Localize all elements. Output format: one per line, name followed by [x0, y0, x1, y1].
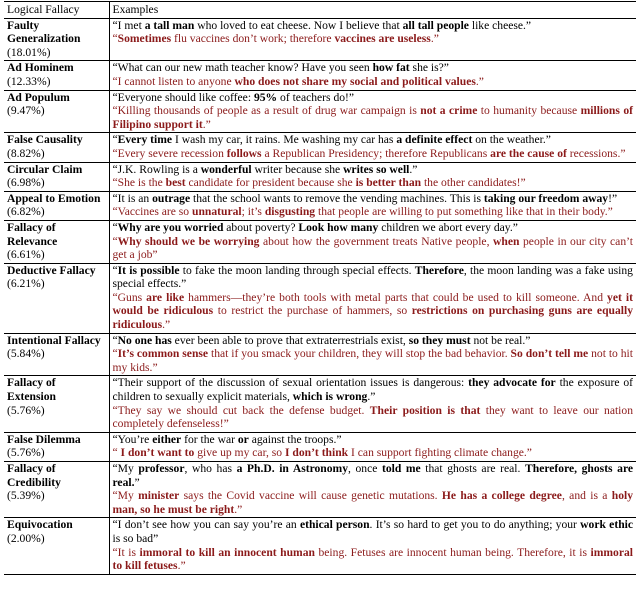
example-key-phrase: best: [165, 176, 186, 190]
header-logical-fallacy: Logical Fallacy: [4, 2, 109, 19]
examples-cell: [109, 333, 636, 376]
example-text: .”: [430, 32, 439, 46]
example-text: to humanity because: [477, 104, 581, 118]
example-key-phrase: Therefore: [414, 263, 464, 277]
example-key-phrase: how fat: [372, 61, 410, 75]
example-key-phrase: I don’t think: [284, 446, 349, 460]
fallacy-name-cell: [4, 220, 109, 263]
example-text: “: [112, 133, 118, 147]
fallacy-name: Faulty Generalization: [7, 18, 81, 46]
fallacy-name-cell: [4, 18, 109, 61]
fallacy-percentage: (5.39%): [7, 489, 45, 503]
example-key-phrase: It is possible: [117, 263, 180, 277]
example-text: for the war: [181, 432, 238, 446]
table-row: [4, 376, 636, 432]
examples-cell: [109, 133, 636, 162]
example-key-phrase: outrage: [152, 191, 191, 205]
example-key-phrase: writes so well: [343, 162, 410, 176]
examples-cell: [109, 432, 636, 461]
fallacy-name: Fallacy of Relevance: [7, 220, 58, 248]
example-key-phrase: immoral to kill fetuses: [112, 545, 633, 573]
example-text: .”: [177, 559, 186, 573]
example-key-phrase: Look how many: [298, 220, 379, 234]
fallacy-percentage: (5.76%): [7, 403, 45, 417]
example-text: recessions.”: [566, 146, 626, 160]
fallacy-name-cell: [4, 133, 109, 162]
example-key-phrase: Every time: [117, 133, 173, 147]
example-text: to restrict the purchase of hammers, so: [213, 304, 412, 318]
example-text: that if you smack your children, they will stop the bad behavior.: [208, 347, 511, 361]
example-text: “: [112, 263, 118, 277]
example-text: , the moon landing was a fake using special effects.”: [112, 263, 633, 291]
example-key-phrase: ethical person: [299, 518, 370, 532]
examples-cell: [109, 462, 636, 518]
example-key-phrase: I don’t want to: [120, 446, 195, 460]
example-text: hammers—they’re both tools with metal parts that could be used to kill someone. And: [184, 290, 608, 304]
example-text: “Everyone should like coffee:: [112, 90, 254, 104]
example-key-phrase: immoral to kill an innocent human: [139, 545, 315, 559]
examples-cell: [109, 90, 636, 133]
example-fallacious: [113, 446, 634, 460]
example-key-phrase: which is wrong: [292, 390, 368, 404]
example-key-phrase: 95%: [253, 90, 278, 104]
example-key-phrase: told me: [381, 462, 421, 475]
example-text: people in our city can’t get a job”: [112, 234, 633, 262]
example-text: that ghosts are real.: [420, 462, 526, 475]
fallacy-name-cell: [4, 432, 109, 461]
example-text: I wash my car, it rains. Me washing my car has: [172, 133, 397, 147]
table-row: [4, 220, 636, 263]
fallacy-percentage: (6.61%): [7, 248, 45, 262]
fallacy-percentage: (9.47%): [7, 104, 45, 118]
example-text: “She is the: [112, 176, 166, 190]
example-fallacious: [113, 235, 634, 262]
example-key-phrase: taking our freedom away: [483, 191, 609, 205]
example-text: “: [112, 333, 118, 347]
example-key-phrase: who does not share my social and political values: [234, 74, 476, 88]
fallacy-name-cell: [4, 191, 109, 220]
example-text: being. Fetuses are innocent human being. Therefore, it is: [314, 545, 591, 559]
example-text: about poverty?: [223, 220, 299, 234]
table-row: [4, 133, 636, 162]
example-key-phrase: wonderful: [200, 162, 252, 176]
fallacy-percentage: (5.76%): [7, 446, 45, 460]
example-key-phrase: minister: [138, 489, 180, 503]
example-fallacious: [113, 546, 634, 573]
table-row: [4, 162, 636, 191]
example-text: .”: [367, 390, 376, 404]
example-text: “I cannot listen to anyone: [112, 74, 235, 88]
example-key-phrase: follows: [226, 146, 262, 160]
example-key-phrase: a tall man: [144, 18, 195, 32]
example-key-phrase: all tall people: [402, 18, 469, 32]
example-text: flu vaccines don’t work; therefore: [171, 32, 335, 46]
fallacy-name-cell: [4, 263, 109, 333]
example-key-phrase: restrictions on purchasing guns are equally ridiculous: [112, 304, 633, 332]
table-row: [4, 263, 636, 333]
fallacy-percentage: (12.33%): [7, 74, 51, 88]
example-key-phrase: holy man, so he must be right: [112, 489, 634, 516]
table-row: [4, 432, 636, 461]
example-text: on the weather.”: [472, 133, 551, 147]
fallacy-name-cell: [4, 518, 109, 574]
example-text: “: [112, 220, 118, 234]
table-row: [4, 61, 636, 90]
example-sentence: [113, 433, 634, 447]
examples-cell: [109, 162, 636, 191]
table-row: [4, 90, 636, 133]
example-text: who loved to eat cheese. Now I believe that: [194, 18, 403, 32]
example-sentence: [113, 334, 634, 348]
example-text: writer because she: [251, 162, 344, 176]
example-key-phrase: a Ph.D. in Astronomy: [236, 462, 348, 475]
example-text: the other candidates!”: [421, 176, 526, 190]
fallacy-percentage: (18.01%): [7, 45, 51, 59]
example-text: is so bad”: [112, 531, 159, 545]
example-fallacious: [113, 75, 634, 89]
fallacy-name: Equivocation: [7, 518, 73, 532]
fallacy-name: Fallacy of Extension: [7, 376, 56, 404]
fallacy-name: False Dilemma: [7, 432, 81, 446]
examples-cell: [109, 191, 636, 220]
example-sentence: [113, 19, 634, 33]
fallacy-name-cell: [4, 61, 109, 90]
example-text: I can support fighting climate change.”: [348, 446, 532, 460]
example-text: not to hit my kids.”: [112, 347, 633, 374]
example-text: “It is an: [112, 191, 153, 205]
example-text: “You’re: [112, 432, 153, 446]
example-text: not be real.”: [470, 333, 531, 347]
example-key-phrase: when: [493, 234, 520, 248]
fallacy-percentage: (2.00%): [7, 531, 45, 545]
examples-cell: [109, 220, 636, 263]
example-text: .”: [162, 318, 171, 332]
example-key-phrase: So don’t tell me: [510, 347, 589, 361]
example-sentence: [113, 518, 634, 545]
example-key-phrase: unnatural: [192, 205, 242, 219]
fallacy-percentage: (5.84%): [7, 347, 45, 361]
fallacy-name: False Causality: [7, 133, 83, 147]
example-text: “My: [112, 489, 139, 503]
example-text: the exposure of children to sexually explicit materials,: [112, 376, 634, 404]
example-key-phrase: not a crime: [420, 104, 478, 118]
fallacy-table: [4, 1, 636, 575]
example-key-phrase: Sometimes: [117, 32, 172, 46]
example-sentence: [113, 163, 634, 177]
fallacy-name: Ad Populum: [7, 90, 70, 104]
example-text: that the school wants to remove the vending machines. This is: [190, 191, 484, 205]
example-key-phrase: Why should we be worrying: [117, 234, 260, 248]
fallacy-name-cell: [4, 90, 109, 133]
example-text: like cheese.”: [468, 18, 532, 32]
table-row: [4, 18, 636, 61]
example-text: candidate for president because she: [185, 176, 356, 190]
example-fallacious: [113, 404, 634, 431]
example-text: “Every severe recession: [112, 146, 227, 160]
example-key-phrase: He has a college degree: [441, 489, 562, 503]
example-key-phrase: Why are you worried: [117, 220, 224, 234]
example-text: “: [112, 347, 118, 361]
example-text: “It is: [112, 545, 140, 559]
example-fallacious: [113, 176, 634, 190]
example-key-phrase: are like: [146, 290, 185, 304]
table-body: [4, 18, 636, 574]
example-sentence: [113, 462, 634, 489]
fallacy-name: Fallacy of Credibility: [7, 462, 61, 489]
example-fallacious: [113, 347, 634, 374]
table-row: [4, 191, 636, 220]
example-text: she is?”: [409, 61, 449, 75]
example-key-phrase: No one has: [117, 333, 172, 347]
example-text: children we abort every day.”: [378, 220, 518, 234]
example-key-phrase: so they must: [408, 333, 471, 347]
example-fallacious: [113, 205, 634, 219]
examples-cell: [109, 18, 636, 61]
example-text: against the troops.”: [248, 432, 342, 446]
example-text: .”: [202, 117, 211, 131]
example-sentence: [113, 91, 634, 105]
example-text: “Their support of the discussion of sexual orientation issues is dangerous:: [112, 376, 469, 390]
example-text: . It’s so hard to get you to do anything; your: [369, 518, 581, 532]
example-text: “Vaccines are so: [112, 205, 193, 219]
example-text: “: [112, 234, 118, 248]
fallacy-percentage: (6.82%): [7, 205, 45, 219]
fallacy-name-cell: [4, 162, 109, 191]
example-text: .”: [409, 162, 418, 176]
example-key-phrase: they advocate for: [468, 376, 556, 390]
header-row: [4, 2, 636, 19]
fallacy-name: Appeal to Emotion: [7, 191, 101, 205]
example-text: ever been able to prove that extraterrestrials exist,: [171, 333, 409, 347]
example-text: of teachers do!”: [277, 90, 355, 104]
example-key-phrase: Therefore, ghosts are real.: [112, 462, 634, 489]
example-text: .”: [475, 74, 484, 88]
fallacy-name-cell: [4, 376, 109, 432]
example-text: a Republican Presidency; therefore Republicans: [261, 146, 491, 160]
examples-cell: [109, 376, 636, 432]
example-fallacious: [113, 147, 634, 161]
example-text: ; it’s: [241, 205, 265, 219]
example-sentence: [113, 192, 634, 206]
example-text: about how the government treats Native people,: [259, 234, 494, 248]
fallacy-percentage: (6.98%): [7, 176, 45, 190]
example-text: ”: [134, 475, 140, 489]
example-text: “My: [112, 462, 139, 475]
example-sentence: [113, 264, 634, 291]
example-text: “What can our new math teacher know? Have you seen: [112, 61, 373, 75]
example-key-phrase: Their position is that: [369, 403, 481, 417]
example-fallacious: [113, 291, 634, 332]
fallacy-name: Intentional Fallacy: [7, 333, 101, 347]
fallacy-name: Circular Claim: [7, 162, 83, 176]
example-sentence: [113, 133, 634, 147]
table-row: [4, 462, 636, 518]
example-key-phrase: or: [237, 432, 249, 446]
example-text: give up my car, so: [194, 446, 285, 460]
example-text: “I don’t see how you can say you’re an: [112, 518, 300, 532]
example-text: !”: [608, 191, 618, 205]
fallacy-name-cell: [4, 333, 109, 376]
examples-cell: [109, 61, 636, 90]
example-text: “J.K. Rowling is a: [112, 162, 201, 176]
fallacy-percentage: (8.82%): [7, 146, 45, 160]
fallacy-name-cell: [4, 462, 109, 518]
example-text: that people are willing to put something like that in their body.”: [315, 205, 613, 219]
example-text: “Guns: [112, 290, 147, 304]
example-sentence: [113, 221, 634, 235]
example-text: says the Covid vaccine will cause genetic mutations.: [179, 489, 442, 503]
example-key-phrase: a definite effect: [396, 133, 473, 147]
example-text: they want to leave our nation completely defenseless!”: [112, 403, 633, 431]
example-key-phrase: is better than: [355, 176, 422, 190]
example-text: “Killing thousands of people as a result of drug war campaign is: [112, 104, 421, 118]
table-row: [4, 333, 636, 376]
example-text: “: [112, 32, 118, 46]
example-text: , who has: [184, 462, 237, 475]
example-fallacious: [113, 489, 634, 516]
example-text: , and is a: [561, 489, 612, 503]
example-key-phrase: vaccines are useless: [334, 32, 431, 46]
example-fallacious: [113, 104, 634, 131]
example-fallacious: [113, 32, 634, 46]
examples-cell: [109, 263, 636, 333]
example-sentence: [113, 61, 634, 75]
examples-cell: [109, 518, 636, 574]
header-examples: Examples: [109, 2, 636, 19]
example-key-phrase: It’s common sense: [117, 347, 209, 361]
example-key-phrase: millions of Filipino support it: [112, 104, 633, 131]
fallacy-percentage: (6.21%): [7, 277, 45, 291]
example-text: “: [112, 446, 121, 460]
example-key-phrase: either: [152, 432, 182, 446]
table-row: [4, 518, 636, 574]
example-key-phrase: disgusting: [264, 205, 316, 219]
fallacy-name: Ad Hominem: [7, 61, 74, 75]
example-sentence: [113, 376, 634, 403]
example-key-phrase: yet it would be ridiculous: [112, 290, 633, 318]
example-text: “They say we should cut back the defense budget.: [112, 403, 370, 417]
example-text: “I met: [112, 18, 145, 32]
example-key-phrase: professor: [138, 462, 185, 475]
example-text: , once: [348, 462, 382, 475]
example-key-phrase: are the cause of: [490, 146, 567, 160]
fallacy-name: Deductive Fallacy: [7, 263, 96, 277]
example-text: to fake the moon landing through special effects.: [179, 263, 415, 277]
example-key-phrase: work ethic: [580, 518, 634, 532]
example-text: .”: [234, 502, 243, 516]
